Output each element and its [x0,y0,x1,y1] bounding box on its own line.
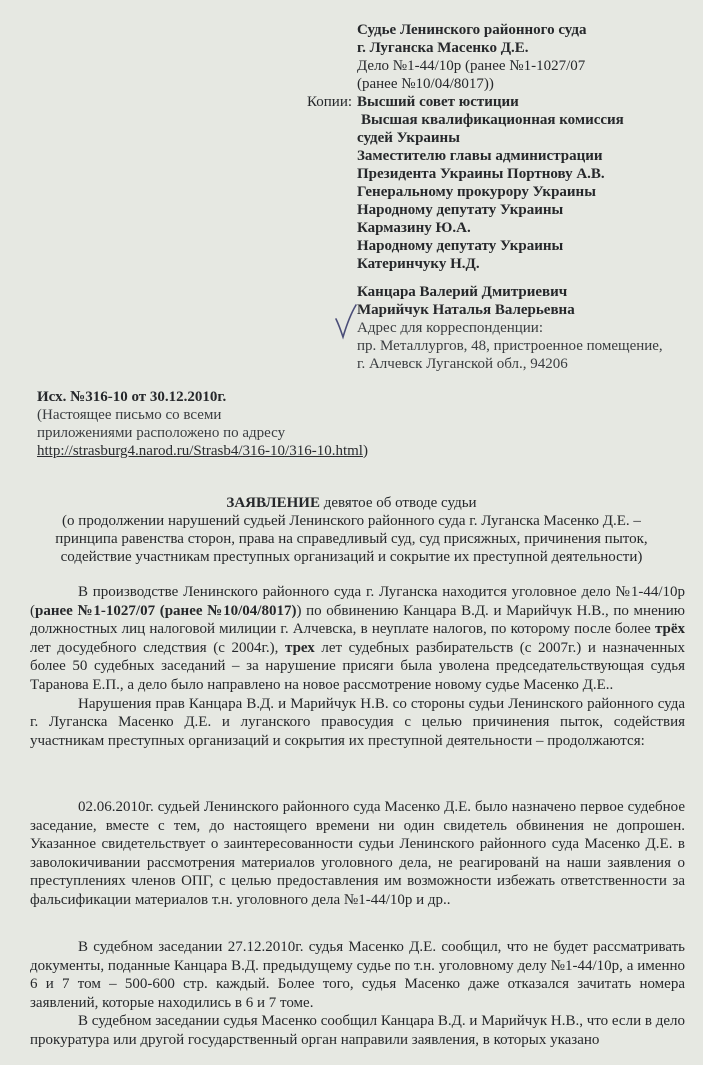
body-block-3 [30,938,685,1050]
paragraph-1: В производстве Ленинского районного суда г. Луганска находится уголовное дело №1-44/10р (ранее №1-1027/07 (ранее №10/04/8017)) по обвинению Канцара В.Д. и Марийчук Н.В., по мнению должностных лиц налоговой милиции г. Алчевска, в неуплате налогов, по которому после более трёх лет досудебного следствия (с 2004г.), трех лет судебных разбирательств (с 2007г.) и назначенных более 50 судебных заседаний – за нарушение присяги была уволена председательствующая судья Таранова Е.П., а дело было направлено на новое рассмотрение новому судье Масенко Д.Е.. [30,584,685,693]
address-label: Адрес для корреспонденции: [357,320,544,336]
copy-recipient: Народному депутату Украины [357,238,564,254]
address-line: г. Алчевск Луганской обл., 94206 [357,356,568,372]
address-line: пр. Металлургов, 48, пристроенное помещение, [357,338,663,354]
web-note-line: приложениями расположено по адресу [37,425,286,441]
copy-recipient: Народному депутату Украины [357,202,564,218]
paragraph-2: Нарушения прав Канцара В.Д. и Марийчук Н.В. со стороны судьи Ленинского районного суда г. Луганска Масенко Д.Е. и луганского правосудия с целью причинения пыток, содействия участникам преступных организаций и сокрытия их преступной деятельности – продолжаются: [30,695,685,749]
subtitle-line: (о продолжении нарушений судьей Ленинского районного суда г. Луганска Масенко Д.Е. – [62,513,641,529]
subtitle-line: содействие участникам преступных организаций и сокрытие их преступной деятельности) [60,549,643,565]
paragraph-5: В судебном заседании судья Масенко сообщил Канцара В.Д. и Марийчук Н.В., что если в дело прокуратура или другой государственный орган направили заявления, в которых указано [30,1013,685,1048]
paragraph-3: 02.06.2010г. судьей Ленинского районного суда Масенко Д.Е. было назначено первое судебное заседание, вместе с тем, до настоящего времени ни один свидетель обвинения не допрошен. Указанное свидетельствует о заинтересованности судьи Ленинского районного суда Масенко Д.Е. в заволокичивании рассмотрения материалов уголовного дела, не реагированй на наши заявления о преступлениях членов ОПГ, с целью предоставления им возможности избежать ответственности за фальсификации материалов т.н. уголовного дела №1-44/10р и др.. [30,799,685,908]
subtitle-line: принципа равенства сторон, права на справедливый суд, суд присяжных, причинения пыток, [55,531,648,547]
web-note-close: ) [362,443,368,459]
copy-recipient: Высший совет юстиции [357,94,519,110]
statement-title [0,494,703,512]
copy-recipient: Кармазину Ю.А. [357,220,471,236]
copy-recipient: Заместителю главы администрации [357,148,603,164]
web-link[interactable]: http://strasburg4.narod.ru/Strasb4/316-10/316-10.html [37,443,363,459]
body-block-2 [30,798,685,910]
statement-title-rest: девятое об отводе судьи [319,495,477,511]
sender-name: Канцара Валерий Дмитриевич [357,284,568,300]
statement-title-bold: ЗАЯВЛЕНИЕ [226,495,320,511]
copy-recipient: Катеринчуку Н.Д. [357,256,480,272]
copies-label: Копии: [307,94,353,110]
copy-recipient: Президента Украины Портнову А.В. [357,166,605,182]
copy-recipient: Генеральному прокурору Украины [357,184,596,200]
outgoing-reference: Исх. №316-10 от 30.12.2010г. [37,389,227,405]
recipient-case-line-2: (ранее №10/04/8017)) [357,76,494,92]
paragraph-4: В судебном заседании 27.12.2010г. судья Масенко Д.Е. сообщил, что не будет рассматривать документы, поданные Канцара В.Д. предыдущему судье по т.н. уголовному делу №1-44/10р, а именно 6 и 7 том – 500-600 стр. каждый. Более того, судья Масенко даже отказался зачитать номера заявлений, которые находились в 6 и 7 томе. [30,939,685,1011]
recipient-line-2: г. Луганска Масенко Д.Е. [357,40,529,56]
recipient-line-1: Судье Ленинского районного суда [357,22,587,38]
copy-recipient: судей Украины [357,130,460,146]
handwritten-check-icon [333,303,359,341]
web-note-url-line [37,442,368,460]
copy-recipient: Высшая квалификационная комиссия [361,112,624,128]
body-block-1 [30,583,685,750]
recipient-case-line: Дело №1-44/10р (ранее №1-1027/07 [357,58,586,74]
web-note-line: (Настоящее письмо со всеми [37,407,222,423]
sender-name: Марийчук Наталья Валерьевна [357,302,575,318]
